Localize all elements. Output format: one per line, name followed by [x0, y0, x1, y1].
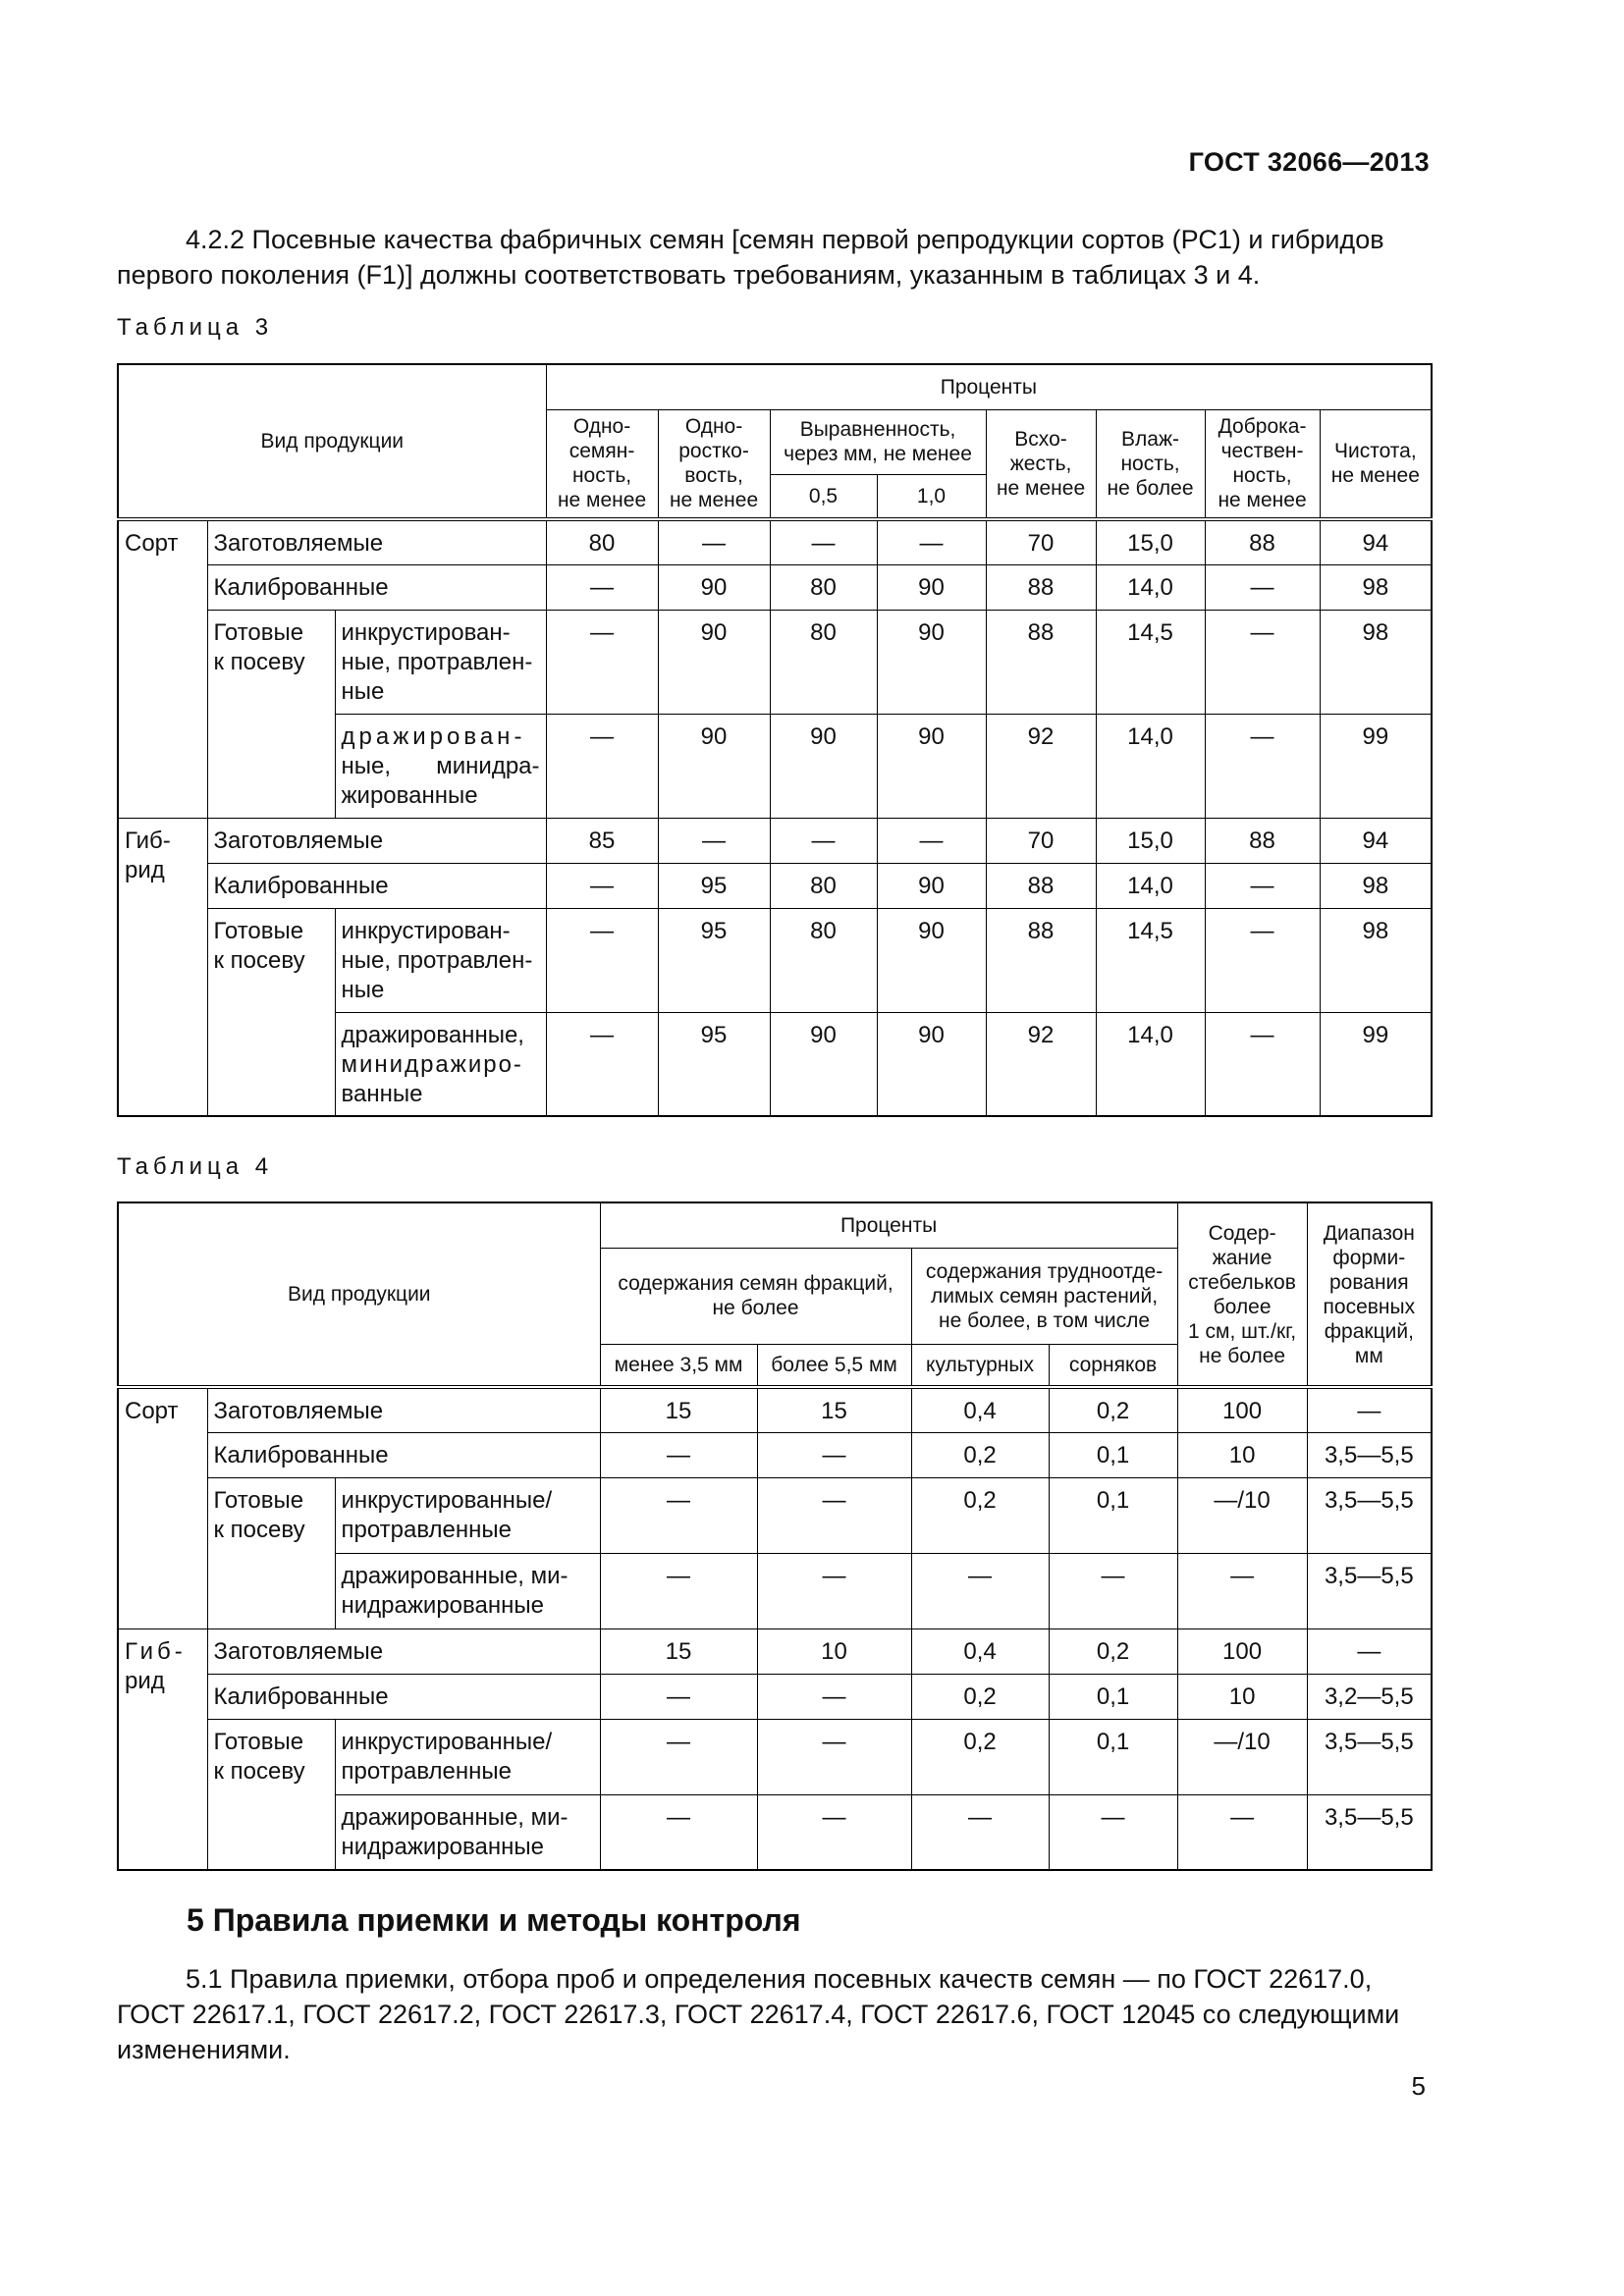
table-cell: —: [600, 1719, 757, 1794]
table-cell: 0,1: [1049, 1477, 1177, 1553]
page-number: 5: [1411, 2071, 1426, 2101]
row-label: Калиброванные: [207, 1432, 600, 1477]
header-single-sprout: Одно- ростко- вость, не менее: [658, 409, 770, 519]
table-cell: —: [600, 1794, 757, 1870]
table-cell: 94: [1320, 818, 1432, 863]
table-cell: —: [546, 564, 658, 610]
row-label-ready: Готовые к посеву: [207, 1477, 335, 1629]
table-cell: —: [600, 1553, 757, 1629]
table-cell: —: [1205, 564, 1320, 610]
header-evenness: Выравненность, через мм, не менее: [770, 409, 986, 474]
table-cell: 100: [1177, 1629, 1307, 1674]
table-cell: 0,1: [1049, 1719, 1177, 1794]
row-sublabel: дражирован- ные, минидра- жированные: [335, 714, 546, 818]
table-cell: 14,0: [1096, 714, 1205, 818]
header-percents: Проценты: [600, 1202, 1177, 1248]
table-cell: —: [1205, 863, 1320, 908]
table-cell: 14,5: [1096, 610, 1205, 714]
table-cell: —: [1205, 714, 1320, 818]
paragraph-line: ГОСТ 22617.1, ГОСТ 22617.2, ГОСТ 22617.3, ГОСТ 22617.4, ГОСТ 22617.6, ГОСТ 12045 со следующими: [117, 2000, 1400, 2029]
table-cell: 90: [877, 714, 986, 818]
table-cell: 88: [1205, 519, 1320, 564]
table-cell: —: [877, 818, 986, 863]
table-cell: 90: [877, 1012, 986, 1116]
row-sublabel: инкрустированные/ протравленные: [335, 1719, 600, 1794]
table-cell: 3,2—5,5: [1307, 1674, 1432, 1719]
table-cell: 0,2: [911, 1674, 1049, 1719]
table-cell: 88: [1205, 818, 1320, 863]
row-label: Калиброванные: [207, 1674, 600, 1719]
table-cell: —: [600, 1432, 757, 1477]
intro-paragraph: [117, 222, 1431, 293]
table-cell: 90: [770, 1012, 877, 1116]
header-range: Диапазон форми- рования посевных фракций, мм: [1307, 1202, 1432, 1387]
table-cell: 10: [1177, 1432, 1307, 1477]
header-stalks: Содер- жание стебельков более 1 см, шт./кг, не более: [1177, 1202, 1307, 1387]
paragraph-line: изменениями.: [117, 2035, 291, 2064]
table-cell: —: [600, 1674, 757, 1719]
document-code: ГОСТ 32066—2013: [1188, 147, 1430, 177]
table-cell: —: [757, 1719, 911, 1794]
header-fractions: содержания семян фракций, не более: [600, 1248, 911, 1344]
header-moisture: Влаж- ность, не более: [1096, 409, 1205, 519]
table-cell: 90: [877, 908, 986, 1012]
table-cell: —: [757, 1553, 911, 1629]
table-cell: 70: [986, 818, 1096, 863]
table-cell: —: [546, 610, 658, 714]
row-label-ready: Готовые к посеву: [207, 610, 335, 818]
table-cell: 88: [986, 863, 1096, 908]
table-cell: 0,4: [911, 1629, 1049, 1674]
table-cell: —: [757, 1432, 911, 1477]
header-purity: Чистота, не менее: [1320, 409, 1432, 519]
intro-line: 4.2.2 Посевные качества фабричных семян [семян первой репродукции сортов (РС1) и гибридов: [186, 225, 1384, 254]
table-cell: 0,2: [911, 1432, 1049, 1477]
table-cell: 14,0: [1096, 564, 1205, 610]
table-cell: —: [911, 1553, 1049, 1629]
table-cell: —: [1049, 1794, 1177, 1870]
table-cell: 92: [986, 1012, 1096, 1116]
table-cell: 88: [986, 610, 1096, 714]
group-label-sort: Сорт: [118, 1387, 207, 1629]
table-cell: 80: [770, 863, 877, 908]
table-cell: 88: [986, 908, 1096, 1012]
header-weeds: сорняков: [1049, 1344, 1177, 1387]
table-3: [117, 363, 1433, 1117]
row-sublabel: инкрустирован- ные, протравлен- ные: [335, 908, 546, 1012]
table-cell: 10: [757, 1629, 911, 1674]
row-label: Калиброванные: [207, 863, 546, 908]
table-cell: 98: [1320, 908, 1432, 1012]
header-product-kind: Вид продукции: [118, 364, 546, 519]
group-label-sort: Сорт: [118, 519, 207, 818]
group-label-hybrid: Гиб- рид: [118, 1629, 207, 1870]
table-cell: 0,2: [911, 1477, 1049, 1553]
table-cell: —: [1049, 1553, 1177, 1629]
table-cell: 95: [658, 1012, 770, 1116]
table-cell: 90: [770, 714, 877, 818]
group-label-hybrid: Гиб- рид: [118, 818, 207, 1116]
row-label: Заготовляемые: [207, 818, 546, 863]
table-cell: 92: [986, 714, 1096, 818]
table-cell: 98: [1320, 564, 1432, 610]
header-product-kind: Вид продукции: [118, 1202, 600, 1387]
intro-line: первого поколения (F1)] должны соответствовать требованиям, указанным в таблицах 3 и 4.: [117, 260, 1261, 290]
row-sublabel: инкрустированные/ протравленные: [335, 1477, 600, 1553]
table-cell: —: [600, 1477, 757, 1553]
table-4: [117, 1201, 1433, 1871]
table-cell: 0,2: [911, 1719, 1049, 1794]
header-less-3-5: менее 3,5 мм: [600, 1344, 757, 1387]
header-cultural: культурных: [911, 1344, 1049, 1387]
table-cell: 15,0: [1096, 519, 1205, 564]
header-germination: Всхо- жесть, не менее: [986, 409, 1096, 519]
table-cell: 3,5—5,5: [1307, 1432, 1432, 1477]
table-cell: 70: [986, 519, 1096, 564]
table-cell: —: [911, 1794, 1049, 1870]
table-cell: —: [757, 1477, 911, 1553]
table-cell: —: [1205, 908, 1320, 1012]
table-cell: —: [546, 908, 658, 1012]
table4-caption: Таблица 4: [117, 1153, 274, 1180]
table-cell: —: [1177, 1553, 1307, 1629]
row-sublabel: дражированные, минидражиро- ванные: [335, 1012, 546, 1116]
section-heading: 5 Правила приемки и методы контроля: [187, 1902, 801, 1938]
table-cell: 0,2: [1049, 1629, 1177, 1674]
row-label: Заготовляемые: [207, 1387, 600, 1432]
header-more-5-5: более 5,5 мм: [757, 1344, 911, 1387]
table-cell: 15: [757, 1387, 911, 1432]
header-quality: Доброка- чествен- ность, не менее: [1205, 409, 1320, 519]
table-cell: —: [770, 519, 877, 564]
table-cell: 15,0: [1096, 818, 1205, 863]
table-cell: 10: [1177, 1674, 1307, 1719]
table-cell: 0,4: [911, 1387, 1049, 1432]
table-cell: —: [1307, 1387, 1432, 1432]
table-cell: 3,5—5,5: [1307, 1553, 1432, 1629]
row-sublabel: инкрустирован- ные, протравлен- ные: [335, 610, 546, 714]
table-cell: 90: [877, 564, 986, 610]
table-cell: 90: [877, 863, 986, 908]
table-cell: 80: [770, 908, 877, 1012]
table-cell: —: [658, 818, 770, 863]
table-cell: 95: [658, 908, 770, 1012]
table-cell: —: [546, 863, 658, 908]
table-cell: 100: [1177, 1387, 1307, 1432]
table-cell: 99: [1320, 714, 1432, 818]
row-sublabel: дражированные, ми- нидражированные: [335, 1794, 600, 1870]
table-cell: —: [546, 1012, 658, 1116]
header-single-seed: Одно- семян- ность, не менее: [546, 409, 658, 519]
header-percents: Проценты: [546, 364, 1432, 409]
table-cell: 3,5—5,5: [1307, 1719, 1432, 1794]
row-label: Калиброванные: [207, 564, 546, 610]
table-cell: 95: [658, 863, 770, 908]
table-cell: —: [658, 519, 770, 564]
table-cell: 14,5: [1096, 908, 1205, 1012]
table-cell: 90: [658, 564, 770, 610]
paragraph-line: 5.1 Правила приемки, отбора проб и определения посевных качеств семян — по ГОСТ 22617.0,: [186, 1964, 1373, 1994]
table-cell: —: [1177, 1794, 1307, 1870]
table-cell: 3,5—5,5: [1307, 1477, 1432, 1553]
table-cell: 0,1: [1049, 1432, 1177, 1477]
table-cell: —: [1205, 1012, 1320, 1116]
table-cell: 15: [600, 1629, 757, 1674]
table-cell: —: [1205, 610, 1320, 714]
table-cell: —: [757, 1794, 911, 1870]
header-hard-seeds: содержания трудноотде- лимых семян растений, не более, в том числе: [911, 1248, 1177, 1344]
table-cell: 14,0: [1096, 863, 1205, 908]
table-cell: —/10: [1177, 1719, 1307, 1794]
table-cell: —/10: [1177, 1477, 1307, 1553]
table-cell: 98: [1320, 610, 1432, 714]
table-cell: 80: [546, 519, 658, 564]
section-paragraph: [117, 1961, 1431, 2067]
table-cell: 15: [600, 1387, 757, 1432]
row-sublabel: дражированные, ми- нидражированные: [335, 1553, 600, 1629]
row-label-ready: Готовые к посеву: [207, 1719, 335, 1870]
table-cell: —: [757, 1674, 911, 1719]
table-cell: —: [877, 519, 986, 564]
table-cell: —: [1307, 1629, 1432, 1674]
row-label: Заготовляемые: [207, 519, 546, 564]
table-cell: 90: [658, 610, 770, 714]
table-cell: 80: [770, 564, 877, 610]
row-label-ready: Готовые к посеву: [207, 908, 335, 1116]
row-label: Заготовляемые: [207, 1629, 600, 1674]
table-cell: 94: [1320, 519, 1432, 564]
table-cell: —: [770, 818, 877, 863]
table-cell: 0,1: [1049, 1674, 1177, 1719]
table-cell: 80: [770, 610, 877, 714]
table-cell: 88: [986, 564, 1096, 610]
table-cell: 90: [658, 714, 770, 818]
table-cell: 14,0: [1096, 1012, 1205, 1116]
table-cell: 3,5—5,5: [1307, 1794, 1432, 1870]
header-sub-1-0: 1,0: [877, 474, 986, 519]
table-cell: 90: [877, 610, 986, 714]
header-sub-0-5: 0,5: [770, 474, 877, 519]
table3-caption: Таблица 3: [117, 314, 274, 341]
table-cell: —: [546, 714, 658, 818]
table-cell: 99: [1320, 1012, 1432, 1116]
table-cell: 0,2: [1049, 1387, 1177, 1432]
table-cell: 98: [1320, 863, 1432, 908]
table-cell: 85: [546, 818, 658, 863]
